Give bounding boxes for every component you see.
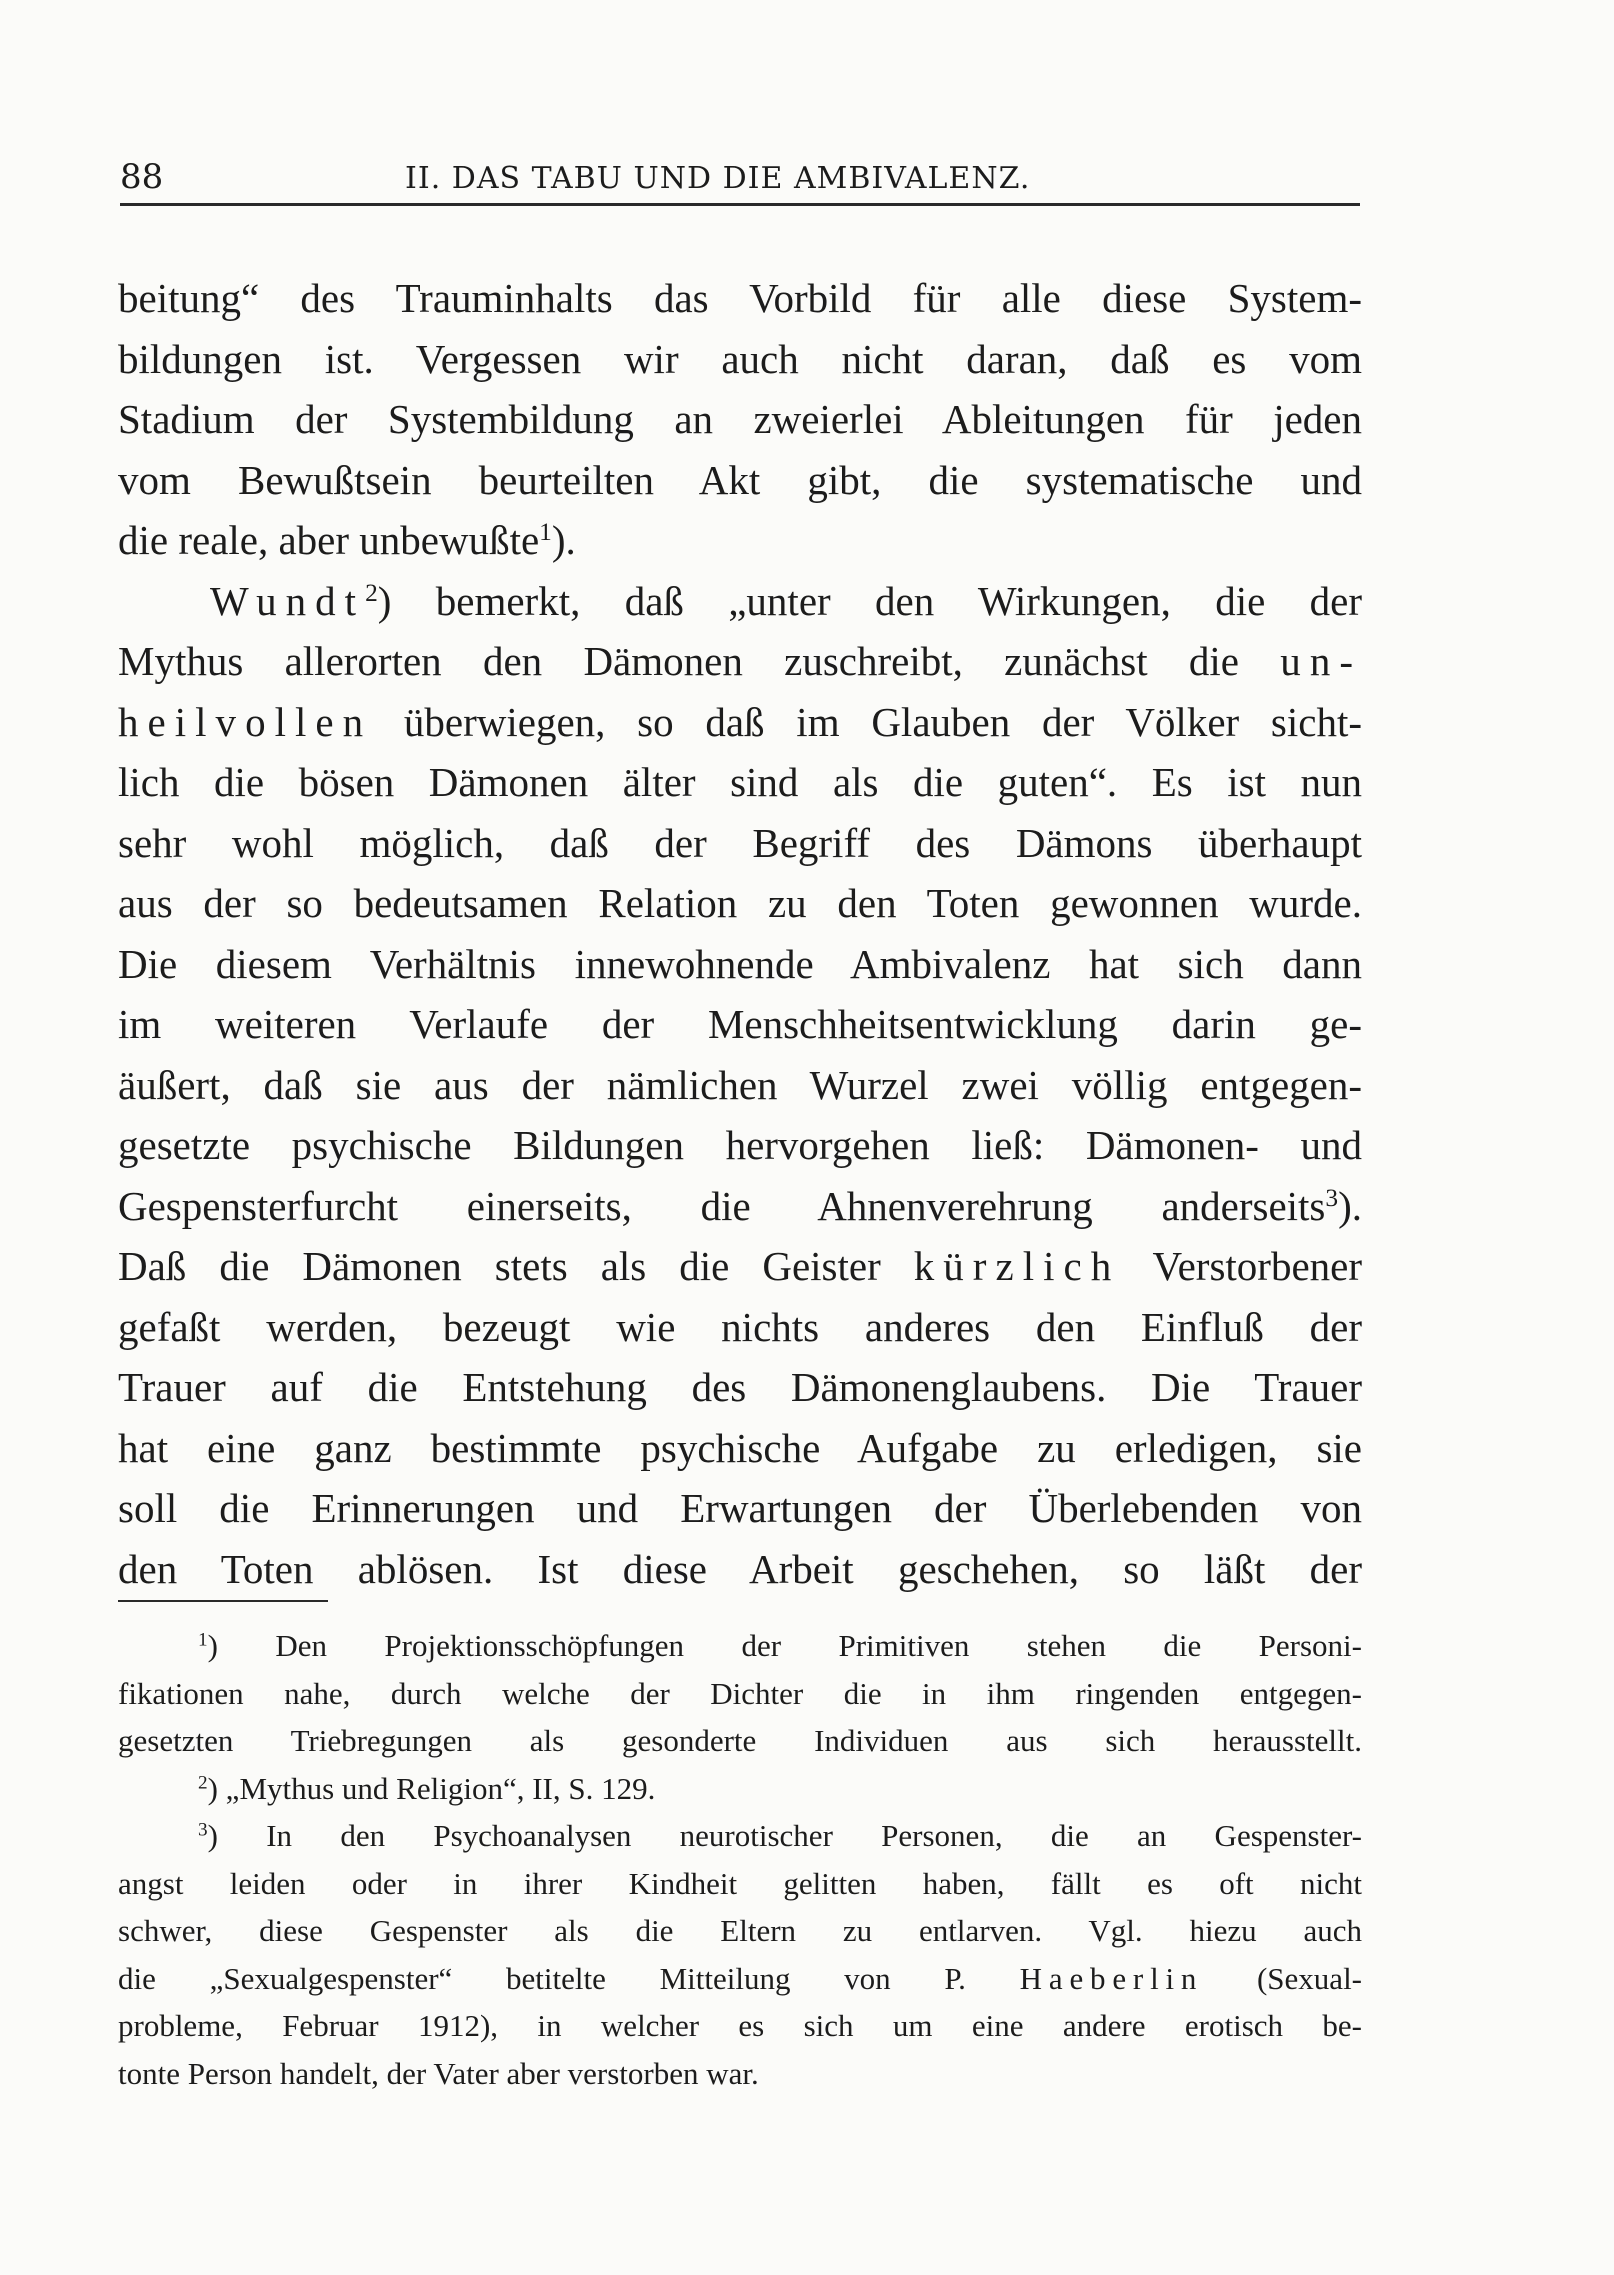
footnote-line xyxy=(118,1955,1362,2003)
text-line: äußert, daß sie aus der nämlichen Wurzel zwei völlig entgegen- xyxy=(118,1061,1362,1108)
footnotes xyxy=(118,1622,1362,2097)
text-line xyxy=(118,571,1362,632)
page-header xyxy=(120,155,1360,206)
emphasis: Haeberlin xyxy=(1019,1960,1204,1996)
text-fragment: Daß die Dämonen stets als die Geister xyxy=(118,1243,881,1289)
author-name: Wundt xyxy=(210,577,366,624)
text-fragment: ) bemerkt, daß „unter den Wirkungen, die der xyxy=(377,577,1362,624)
running-head: II. DAS TABU UND DIE AMBIVALENZ. xyxy=(405,161,1031,196)
text-fragment: ). xyxy=(551,517,576,563)
page-number: 88 xyxy=(120,157,164,197)
footnote-divider xyxy=(118,1600,328,1602)
text-line: Trauer auf die Entstehung des Dämonenglaubens. Die Trauer xyxy=(118,1364,1362,1410)
text-line xyxy=(118,692,1362,753)
text-line: im weiteren Verlaufe der Menschheitsentwicklung darin ge- xyxy=(118,1001,1362,1047)
emphasis: un- xyxy=(1280,638,1363,684)
footnote-mark: 1 xyxy=(198,1629,208,1651)
footnote-ref: 3 xyxy=(1325,1183,1339,1212)
text-line: gesetzte psychische Bildungen hervorgehen ließ: Dämonen- und xyxy=(118,1122,1362,1168)
footnote-text: ) „Mythus und Religion“, II, S. 129. xyxy=(207,1770,656,1806)
text-line: den Toten ablösen. Ist diese Arbeit geschehen, so läßt der xyxy=(118,1545,1362,1592)
text-line: beitung“ des Trauminhalts das Vorbild für alle diese System- xyxy=(118,275,1362,321)
text-fragment: überwiegen, so daß im Glauben der Völker sicht- xyxy=(403,698,1362,745)
footnote-1 xyxy=(118,1622,1362,1670)
text-line xyxy=(118,631,1362,692)
footnote-text: (Sexual- xyxy=(1256,1960,1363,1996)
emphasis: kürzlich xyxy=(913,1243,1121,1289)
text-line: Die diesem Verhältnis innewohnende Ambivalenz hat sich dann xyxy=(118,940,1362,987)
text-fragment: Mythus allerorten den Dämonen zuschreibt, zunächst die xyxy=(118,638,1239,684)
text-line: soll die Erinnerungen und Erwartungen der Überlebenden von xyxy=(118,1485,1362,1531)
footnote-line: probleme, Februar 1912), in welcher es sich um eine andere erotisch be- xyxy=(118,2008,1362,2043)
text-line xyxy=(118,510,1362,571)
text-fragment: Verstorbener xyxy=(1152,1243,1362,1289)
footnote-3 xyxy=(118,1812,1362,1860)
footnote-line: fikationen nahe, durch welche der Dichter die in ihm ringenden entgegen- xyxy=(118,1675,1362,1711)
footnote-ref: 1 xyxy=(539,518,552,547)
footnote-mark: 2 xyxy=(198,1771,208,1793)
footnote-2 xyxy=(118,1765,1362,1813)
text-line: hat eine ganz bestimmte psychische Aufgabe zu erledigen, sie xyxy=(118,1424,1362,1471)
text-line: Stadium der Systembildung an zweierlei Ableitungen für jeden xyxy=(118,396,1362,442)
footnote-ref: 2 xyxy=(365,578,378,607)
body-text xyxy=(118,268,1362,1599)
footnote-text: die „Sexualgespenster“ betitelte Mitteilung von P. xyxy=(118,1960,966,1996)
footnote-line: gesetzten Triebregungen als gesonderte Individuen aus sich herausstellt. xyxy=(118,1723,1362,1758)
footnote-text: ) Den Projektionsschöpfungen der Primitiven stehen die Personi- xyxy=(207,1628,1362,1663)
text-line xyxy=(118,1236,1362,1297)
text-fragment: die reale, aber unbewußte xyxy=(118,517,540,563)
text-line: sehr wohl möglich, daß der Begriff des Dämons überhaupt xyxy=(118,819,1362,866)
emphasis: heilvollen xyxy=(118,698,373,745)
text-line: lich die bösen Dämonen älter sind als die guten“. Es ist nun xyxy=(118,759,1362,805)
text-line: gefaßt werden, bezeugt wie nichts anderes den Einfluß der xyxy=(118,1303,1362,1350)
footnote-mark: 3 xyxy=(198,1819,208,1841)
text-line: vom Bewußtsein beurteilten Akt gibt, die systematische und xyxy=(118,456,1362,503)
text-fragment: ). xyxy=(1338,1182,1362,1229)
text-line: aus der so bedeutsamen Relation zu den Toten gewonnen wurde. xyxy=(118,880,1362,926)
footnote-text: ) In den Psychoanalysen neurotischer Personen, die an Gespenster- xyxy=(207,1818,1362,1853)
footnote-line: angst leiden oder in ihrer Kindheit gelitten haben, fällt es oft nicht xyxy=(118,1865,1362,1901)
text-line xyxy=(118,1176,1362,1237)
footnote-line: tonte Person handelt, der Vater aber verstorben war. xyxy=(118,2055,759,2091)
text-line: bildungen ist. Vergessen wir auch nicht daran, daß es vom xyxy=(118,335,1362,382)
text-fragment: Gespensterfurcht einerseits, die Ahnenverehrung anderseits xyxy=(118,1182,1326,1229)
footnote-line: schwer, diese Gespenster als die Eltern zu entlarven. Vgl. hiezu auch xyxy=(118,1913,1362,1948)
